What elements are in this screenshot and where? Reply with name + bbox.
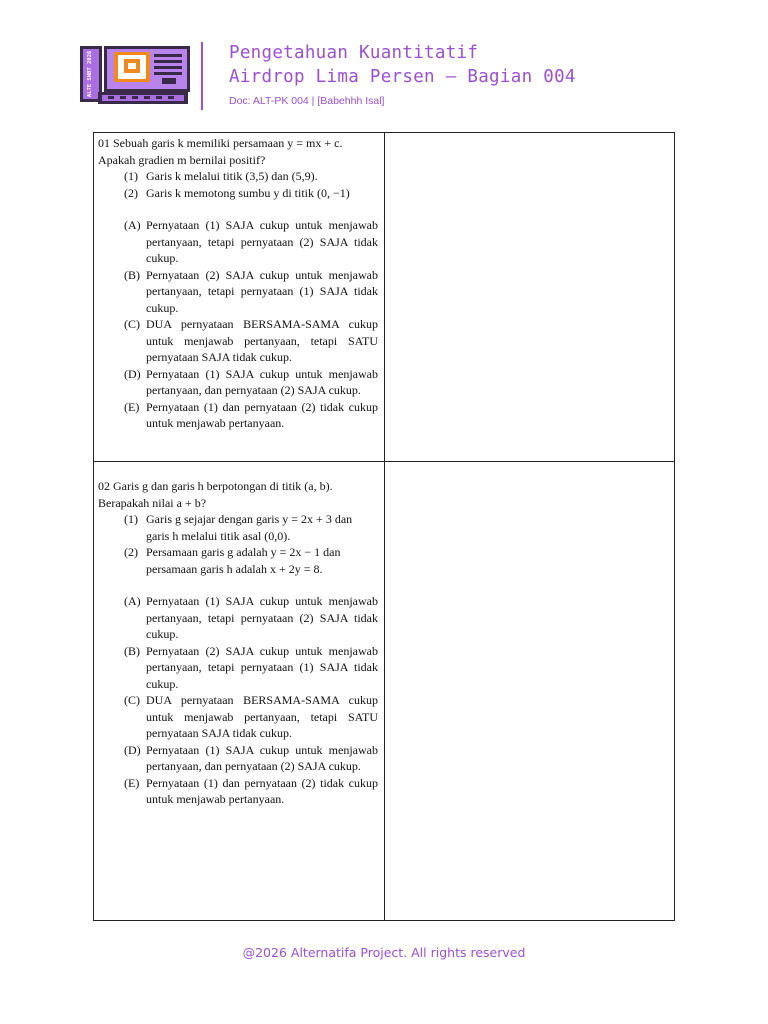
question-stem: 02 Garis g dan garis h berpotongan di titik (a, b). Berapakah nilai a + b? xyxy=(98,479,333,510)
answer-choice-c[interactable] xyxy=(98,692,378,742)
question-1 xyxy=(98,135,378,432)
answer-choice-e[interactable] xyxy=(98,399,378,432)
statement-item xyxy=(98,511,378,544)
question-grid xyxy=(93,132,675,921)
statement-text: Garis g sejajar dengan garis y = 2x + 3 dan garis h melalui titik asal (0,0). xyxy=(146,512,353,543)
answer-choices xyxy=(98,217,378,432)
statement-number: (2) xyxy=(124,185,138,200)
choice-label: (E) xyxy=(124,399,140,414)
choice-label: (A) xyxy=(124,218,141,232)
retro-computer-logo-icon xyxy=(78,44,194,106)
statement-text: Garis k melalui titik (3,5) dan (5,9). xyxy=(146,169,318,183)
question-2 xyxy=(98,478,378,808)
statement-number: (2) xyxy=(124,545,138,559)
statement-item xyxy=(98,544,378,577)
choice-text: Pernyataan (2) SAJA cukup untuk menjawab pertanyaan, tetapi pernyataan (1) SAJA tidak cukup. xyxy=(146,643,378,691)
doc-info: Doc: ALT-PK 004 | [Babehhh Isal] xyxy=(229,95,385,107)
statement-text: Persamaan garis g adalah y = 2x − 1 dan persamaan garis h adalah x + 2y = 8. xyxy=(146,545,341,576)
choice-text: DUA pernyataan BERSAMA-SAMA cukup untuk menjawab pertanyaan, tetapi SATU pernyataan SAJA tidak cukup. xyxy=(146,693,378,740)
page-subtitle: Airdrop Lima Persen – Bagian 004 xyxy=(229,67,576,87)
choice-label: (D) xyxy=(124,366,141,381)
choice-label: (A) xyxy=(124,594,141,608)
footer-copyright: @2026 Alternatifa Project. All rights reserved xyxy=(242,945,526,960)
answer-choice-a[interactable] xyxy=(98,217,378,267)
header-divider xyxy=(201,42,203,110)
choice-text: Pernyataan (1) SAJA cukup untuk menjawab pertanyaan, tetapi pernyataan (2) SAJA tidak cukup. xyxy=(146,218,378,265)
answer-choice-b[interactable] xyxy=(98,643,378,693)
answer-choice-e[interactable] xyxy=(98,775,378,808)
answer-choice-d[interactable] xyxy=(98,366,378,399)
answer-choice-b[interactable] xyxy=(98,267,378,317)
choice-text: Pernyataan (1) SAJA cukup untuk menjawab pertanyaan, tetapi pernyataan (2) SAJA tidak cukup. xyxy=(146,594,378,641)
statement-list xyxy=(98,511,378,577)
choice-label: (C) xyxy=(124,693,140,707)
choice-text: Pernyataan (1) dan pernyataan (2) tidak cukup untuk menjawab pertanyaan. xyxy=(146,399,378,430)
statement-text: Garis k memotong sumbu y di titik (0, −1) xyxy=(146,185,350,200)
choice-label: (E) xyxy=(124,775,140,790)
choice-label: (D) xyxy=(124,742,141,757)
choice-text: Pernyataan (1) dan pernyataan (2) tidak cukup untuk menjawab pertanyaan. xyxy=(146,775,378,806)
choice-label: (C) xyxy=(124,317,140,331)
choice-text: DUA pernyataan BERSAMA-SAMA cukup untuk menjawab pertanyaan, tetapi SATU pernyataan SAJA tidak cukup. xyxy=(146,317,378,364)
statement-number: (1) xyxy=(124,169,138,183)
statement-item xyxy=(98,168,378,185)
page-title: Pengetahuan Kuantitatif xyxy=(229,43,479,63)
logo-text: ALTE SNBT 2026 xyxy=(87,50,93,98)
choice-label: (B) xyxy=(124,643,140,658)
statement-list xyxy=(98,168,378,201)
page-header xyxy=(0,0,768,120)
choice-label: (B) xyxy=(124,267,140,282)
answer-choice-d[interactable] xyxy=(98,742,378,775)
answer-area-1 xyxy=(385,133,675,461)
choice-text: Pernyataan (1) SAJA cukup untuk menjawab pertanyaan, dan pernyataan (2) SAJA cukup. xyxy=(146,366,378,397)
choice-text: Pernyataan (1) SAJA cukup untuk menjawab pertanyaan, dan pernyataan (2) SAJA cukup. xyxy=(146,742,378,773)
answer-area-2 xyxy=(385,462,675,920)
answer-choice-a[interactable] xyxy=(98,593,378,643)
statement-number: (1) xyxy=(124,512,138,526)
question-stem: 01 Sebuah garis k memiliki persamaan y = mx + c. Apakah gradien m bernilai positif? xyxy=(98,136,343,167)
answer-choice-c[interactable] xyxy=(98,316,378,366)
answer-choices xyxy=(98,593,378,808)
statement-item xyxy=(98,185,378,202)
choice-text: Pernyataan (2) SAJA cukup untuk menjawab pertanyaan, tetapi pernyataan (1) SAJA tidak cukup. xyxy=(146,267,378,315)
